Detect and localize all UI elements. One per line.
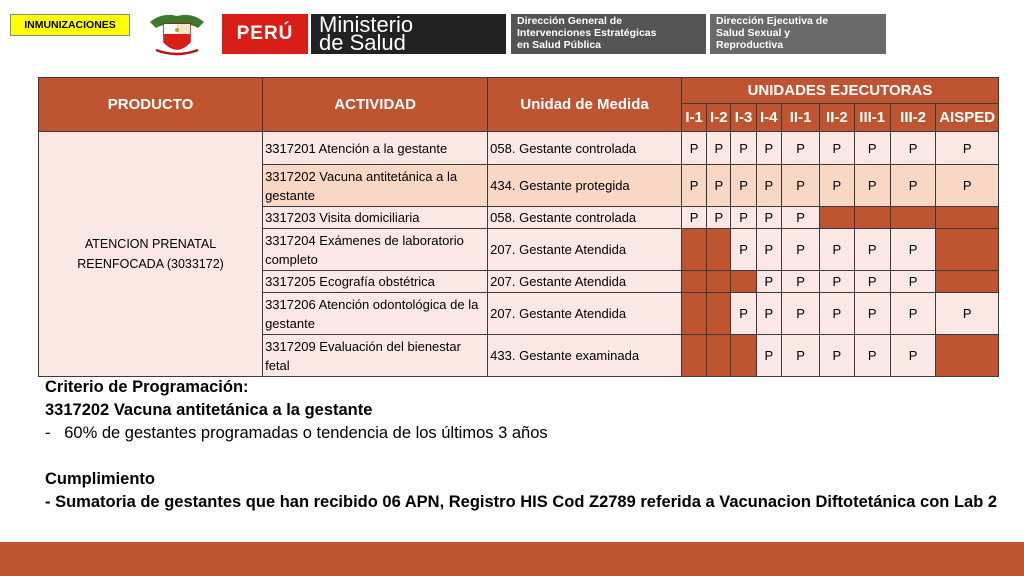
header-level: II-1 (781, 104, 819, 132)
level-cell: P (756, 132, 781, 165)
level-cell: P (854, 165, 890, 207)
level-cell: P (854, 335, 890, 377)
header-level: AISPED (936, 104, 999, 132)
header-level: II-2 (820, 104, 854, 132)
level-cell (707, 293, 731, 335)
programming-table (38, 77, 999, 377)
level-cell: P (731, 132, 756, 165)
level-cell (890, 207, 935, 229)
dg-line: Intervenciones Estratégicas (517, 27, 657, 39)
level-cell (681, 271, 706, 293)
de-logo (710, 14, 886, 54)
level-cell (681, 293, 706, 335)
ministerio-line-2: de Salud (319, 30, 406, 55)
peru-logo: PERÚ (222, 14, 308, 54)
header-level: I-4 (756, 104, 781, 132)
header-level: I-2 (707, 104, 731, 132)
level-cell: P (756, 271, 781, 293)
actividad-cell: 3317209 Evaluación del bienestar fetal (263, 335, 488, 377)
header-level: III-2 (890, 104, 935, 132)
level-cell: P (731, 165, 756, 207)
level-cell: P (756, 229, 781, 271)
dg-logo (511, 14, 706, 54)
level-cell (936, 271, 999, 293)
level-cell: P (731, 293, 756, 335)
actividad-cell: 3317206 Atención odontológica de la gestante (263, 293, 488, 335)
level-cell (936, 229, 999, 271)
level-cell: P (854, 271, 890, 293)
level-cell: P (820, 335, 854, 377)
level-cell: P (781, 165, 819, 207)
level-cell: P (890, 132, 935, 165)
level-cell: P (890, 165, 935, 207)
de-line: Dirección Ejecutiva de (716, 15, 829, 27)
de-line: Reproductiva (716, 39, 784, 51)
level-cell (936, 207, 999, 229)
level-cell (707, 271, 731, 293)
unidad-cell: 058. Gestante controlada (488, 132, 682, 165)
actividad-cell: 3317205 Ecografía obstétrica (263, 271, 488, 293)
table-row (39, 132, 999, 165)
coat-of-arms-icon (142, 12, 212, 58)
level-cell: P (820, 271, 854, 293)
level-cell: P (781, 132, 819, 165)
header-unidades-ejecutoras: UNIDADES EJECUTORAS (681, 78, 998, 104)
level-cell: P (890, 335, 935, 377)
level-cell: P (681, 207, 706, 229)
footer-bar (0, 542, 1024, 576)
level-cell: P (756, 165, 781, 207)
level-cell: P (890, 293, 935, 335)
level-cell: P (731, 207, 756, 229)
cumplimiento-text: - Sumatoria de gestantes que han recibido 06 APN, Registro HIS Cod Z2789 referida a Vacunacion Diftotetánica con Lab 2 (45, 493, 998, 511)
header-level: III-1 (854, 104, 890, 132)
actividad-cell: 3317203 Visita domiciliaria (263, 207, 488, 229)
level-cell: P (820, 165, 854, 207)
unidad-cell: 207. Gestante Atendida (488, 293, 682, 335)
level-cell: P (854, 293, 890, 335)
level-cell: P (781, 293, 819, 335)
unidad-cell: 207. Gestante Atendida (488, 271, 682, 293)
unidad-cell: 058. Gestante controlada (488, 207, 682, 229)
level-cell (820, 207, 854, 229)
level-cell: P (681, 132, 706, 165)
level-cell: P (820, 229, 854, 271)
level-cell (854, 207, 890, 229)
level-cell: P (936, 132, 999, 165)
criteria-section (45, 376, 1005, 514)
level-cell: P (854, 132, 890, 165)
cumplimiento-title: Cumplimiento (45, 470, 155, 488)
header-producto: PRODUCTO (39, 78, 263, 132)
header-actividad: ACTIVIDAD (263, 78, 488, 132)
level-cell (936, 335, 999, 377)
level-cell: P (781, 229, 819, 271)
level-cell: P (890, 229, 935, 271)
unidad-cell: 433. Gestante examinada (488, 335, 682, 377)
ministerio-logo (311, 14, 506, 54)
actividad-cell: 3317204 Exámenes de laboratorio completo (263, 229, 488, 271)
dg-line: Dirección General de (517, 15, 623, 27)
level-cell (731, 335, 756, 377)
level-cell: P (781, 271, 819, 293)
header-unidad: Unidad de Medida (488, 78, 682, 132)
dg-line: en Salud Pública (517, 39, 602, 51)
ministerio-line-1: Ministerio (319, 12, 414, 37)
level-cell: P (756, 207, 781, 229)
actividad-cell: 3317201 Atención a la gestante (263, 132, 488, 165)
unidad-cell: 207. Gestante Atendida (488, 229, 682, 271)
level-cell (707, 335, 731, 377)
level-cell: P (681, 165, 706, 207)
criteria-title: Criterio de Programación: (45, 378, 249, 396)
criteria-subtitle: 3317202 Vacuna antitetánica a la gestante (45, 401, 373, 419)
level-cell: P (731, 229, 756, 271)
section-tag: INMUNIZACIONES (10, 14, 130, 36)
level-cell: P (707, 165, 731, 207)
level-cell: P (707, 132, 731, 165)
header-level: I-3 (731, 104, 756, 132)
level-cell: P (854, 229, 890, 271)
level-cell (681, 229, 706, 271)
level-cell: P (936, 293, 999, 335)
level-cell (731, 271, 756, 293)
header-level: I-1 (681, 104, 706, 132)
level-cell: P (756, 335, 781, 377)
level-cell: P (936, 165, 999, 207)
level-cell: P (756, 293, 781, 335)
actividad-cell: 3317202 Vacuna antitetánica a la gestante (263, 165, 488, 207)
level-cell: P (707, 207, 731, 229)
de-line: Salud Sexual y (716, 27, 791, 39)
level-cell: P (890, 271, 935, 293)
level-cell (681, 335, 706, 377)
producto-cell: ATENCION PRENATAL REENFOCADA (3033172) (39, 132, 263, 377)
criteria-bullet: - 60% de gestantes programadas o tendencia de los últimos 3 años (45, 424, 548, 442)
level-cell: P (781, 335, 819, 377)
level-cell (707, 229, 731, 271)
level-cell: P (781, 207, 819, 229)
unidad-cell: 434. Gestante protegida (488, 165, 682, 207)
level-cell: P (820, 293, 854, 335)
level-cell: P (820, 132, 854, 165)
